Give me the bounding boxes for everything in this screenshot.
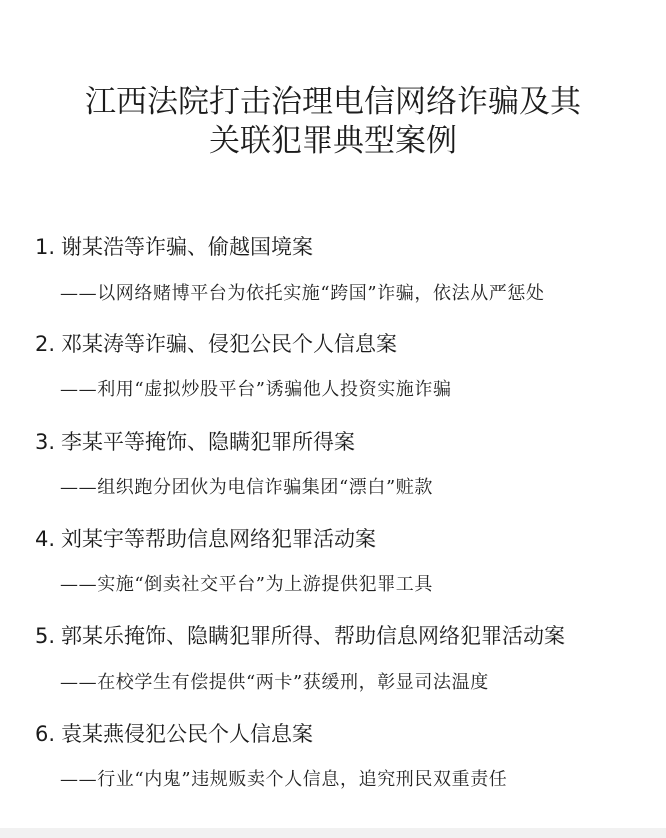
case-1-number: 1.: [35, 235, 56, 259]
case-5-subtitle: ——在校学生有偿提供“两卡”获缓刑，彰显司法温度: [60, 672, 489, 693]
case-5-title: [35, 622, 565, 650]
case-2-subtitle: ——利用“虚拟炒股平台”诱骗他人投资实施诈骗: [60, 379, 452, 400]
case-6-subtitle: ——行业“内鬼”违规贩卖个人信息，追究刑民双重责任: [60, 769, 508, 790]
document-title-line-1: 江西法院打击治理电信网络诈骗及其: [85, 84, 581, 120]
case-4-number: 4.: [35, 527, 56, 551]
document-title-line-2: 关联犯罪典型案例: [209, 123, 457, 159]
case-1-name: 谢某浩等诈骗、偷越国境案: [61, 235, 314, 259]
case-2-title: [35, 330, 397, 358]
case-6-title: [35, 720, 313, 748]
case-1-subtitle: ——以网络赌博平台为依托实施“跨国”诈骗，依法从严惩处: [60, 283, 545, 304]
case-4-subtitle: ——实施“倒卖社交平台”为上游提供犯罪工具: [60, 574, 434, 595]
case-4-title: [35, 525, 376, 553]
case-5-name: 郭某乐掩饰、隐瞒犯罪所得、帮助信息网络犯罪活动案: [61, 624, 566, 648]
case-3-title: [35, 428, 355, 456]
case-3-subtitle: ——组织跑分团伙为电信诈骗集团“漂白”赃款: [60, 477, 434, 498]
case-3-number: 3.: [35, 430, 56, 454]
case-1-title: [35, 233, 313, 261]
case-6-name: 袁某燕侵犯公民个人信息案: [61, 722, 314, 746]
page-bottom-strip: [0, 828, 666, 838]
case-6-number: 6.: [35, 722, 56, 746]
case-2-name: 邓某涛等诈骗、侵犯公民个人信息案: [61, 332, 398, 356]
case-5-number: 5.: [35, 624, 56, 648]
case-3-name: 李某平等掩饰、隐瞒犯罪所得案: [61, 430, 356, 454]
case-2-number: 2.: [35, 332, 56, 356]
case-4-name: 刘某宇等帮助信息网络犯罪活动案: [61, 527, 377, 551]
